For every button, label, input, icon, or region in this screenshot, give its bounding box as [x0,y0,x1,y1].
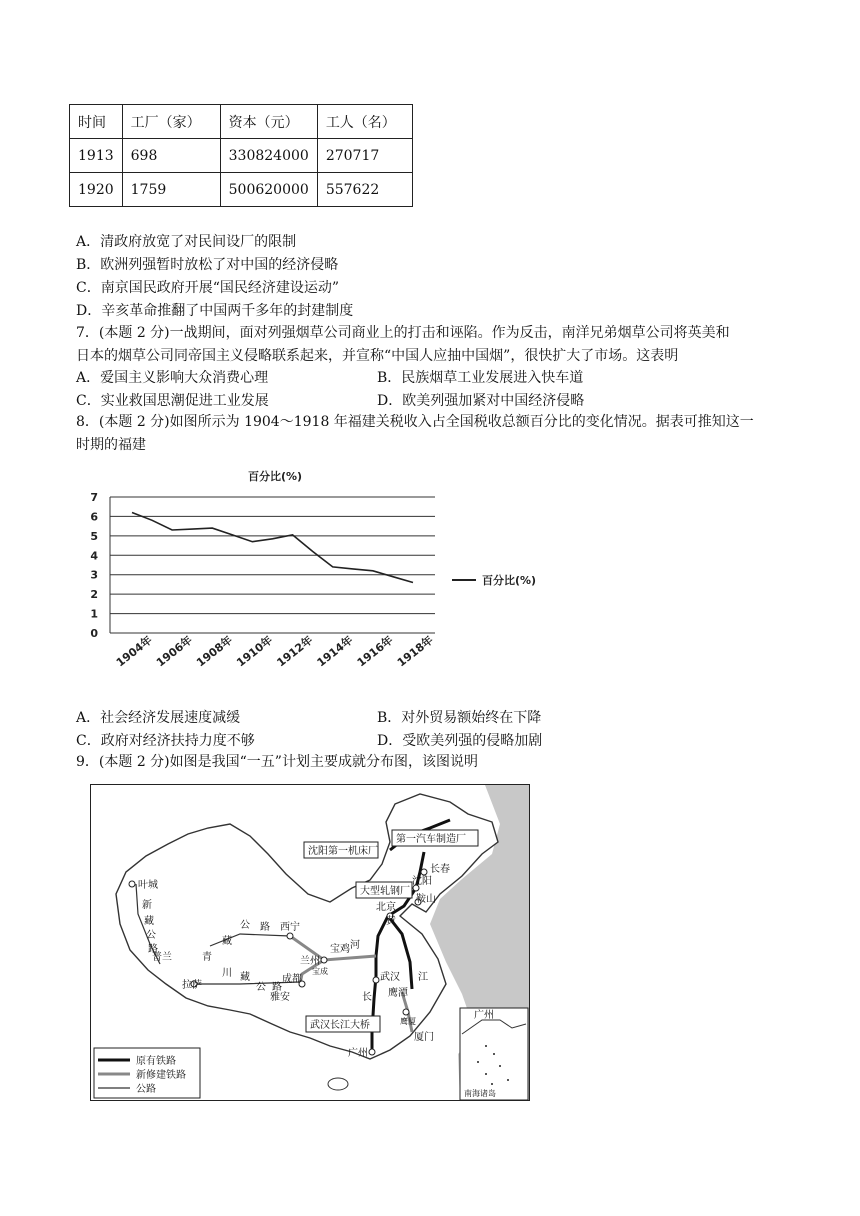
label-anshan: 鞍山 [416,894,436,905]
chart-x-tick-label: 1904年 [113,633,155,670]
road-label-xin: 新 [142,900,152,911]
q6-option-a: A．清政府放宽了对民间设厂的限制 [76,234,297,250]
label-yaan: 雅安 [270,992,290,1003]
table-header-cell: 工人（名） [317,105,412,139]
road-label-chuan: 川 [222,968,232,979]
table-row [70,139,413,173]
q6-option-d: D．辛亥革命推翻了中国两千多年的封建制度 [76,303,354,319]
map-legend [94,1048,200,1098]
road-label-baocheng: 宝成 [312,967,328,976]
chart-title: 百分比(%) [247,470,303,483]
label-he: 河 [350,940,360,951]
q7-option-b: B．民族烟草工业发展进入快车道 [377,370,584,386]
road-label-gong3: 公 [256,982,266,993]
table-row [70,173,413,207]
five-year-plan-map [90,784,530,1101]
q7-option-c: C．实业救国思潮促进工业发展 [76,393,269,409]
chart-x-tick-label: 1906年 [153,633,195,670]
road-label-gong2: 公 [240,920,250,931]
fujian-tariff-line-chart [80,462,600,692]
road-label-zang: 藏 [144,916,154,927]
label-chengdu: 成都 [282,974,302,985]
table-header-cell: 资本（元） [220,105,317,139]
chart-y-tick-label: 3 [90,568,98,582]
label-lanzhou: 兰州 [300,956,320,967]
label-shenyang-machine-tool: 沈阳第一机床厂 [308,846,378,857]
label-wuhan-bridge: 武汉长江大桥 [310,1020,370,1031]
q8-option-a: A．社会经济发展速度减缓 [76,710,241,726]
chart-y-tick-label: 1 [90,607,98,621]
road-label-lu3: 路 [272,982,282,993]
chart-x-tick-label: 1914年 [314,633,356,670]
chart-x-tick-label: 1908年 [194,633,235,670]
industry-table [69,104,413,207]
label-changchun: 长春 [430,864,450,875]
label-jiang: 江 [418,972,428,983]
label-lhasa: 拉萨 [182,980,202,991]
label-chang: 长 [362,992,372,1003]
road-label-qing: 青 [202,952,212,963]
road-label-lu: 路 [148,944,158,955]
chart-y-tick-label: 5 [90,529,98,543]
hainan-island [328,1078,348,1090]
q9-stem: 9．(本题 2 分)如图是我国“一五”计划主要成就分布图，该图说明 [76,754,478,770]
label-yingtan: 鹰潭 [388,988,408,999]
q7-stem-line1: 7．(本题 2 分)一战期间，面对列强烟草公司商业上的打击和诬陷。作为反击，南洋兄弟烟草公司将英美和 [76,325,730,341]
q7-stem-line2: 日本的烟草公司同帝国主义侵略联系起来，并宣称“中国人应抽中国烟”，很快扩大了市场。这表明 [76,348,679,364]
label-xiamen: 厦门 [414,1032,434,1043]
table-cell: 500620000 [220,173,317,207]
table-cell: 1913 [70,139,123,173]
road-label-gong: 公 [146,930,156,941]
q8-stem-line1: 8．(本题 2 分)如图所示为 1904～1918 年福建关税收入占全国税收总额百分比的变化情况。据表可推知这一 [76,414,754,430]
legend-existing-railway: 原有铁路 [136,1056,176,1067]
label-beijing: 北京 [376,902,396,913]
q6-option-c: C．南京国民政府开展“国民经济建设运动” [76,280,340,296]
q7-option-a: A．爱国主义影响大众消费心理 [76,370,269,386]
chart-series-line [132,513,413,583]
chart-y-tick-label: 0 [90,627,98,640]
table-cell: 1759 [122,173,220,207]
inset-label-guangzhou: 广州 [474,1010,494,1021]
road-label-yingxia: 鹰厦 [400,1017,416,1026]
chart-x-tick-label: 1912年 [274,633,316,670]
label-yecheng: 叶城 [138,880,158,891]
label-wuhan: 武汉 [380,972,400,983]
chart-y-tick-label: 6 [90,510,98,524]
q8-option-d: D．受欧美列强的侵略加剧 [377,733,543,749]
table-cell: 1920 [70,173,123,207]
label-huang: 黄 [386,916,396,927]
chart-x-tick-label: 1910年 [234,633,276,670]
chart-y-ticks [90,491,98,640]
inset-label-south-china-sea: 南海诸岛 [464,1089,496,1098]
table-cell: 330824000 [220,139,317,173]
table-header-cell: 时间 [70,105,123,139]
table-cell: 557622 [317,173,412,207]
chart-y-tick-label: 7 [90,491,98,504]
chart-x-ticks [113,633,435,670]
road-label-lu2: 路 [260,922,270,933]
road-label-zang2: 藏 [222,936,232,947]
label-first-auto-works: 第一汽车制造厂 [396,834,466,845]
road-label-zang3: 藏 [240,972,250,983]
table-cell: 270717 [317,139,412,173]
label-steel-mill: 大型轧钢厂 [360,886,410,897]
chart-x-tick-label: 1916年 [354,633,396,670]
label-guangzhou: 广州 [348,1048,368,1059]
legend-new-railway: 新修建铁路 [136,1070,186,1081]
q8-option-b: B．对外贸易额始终在下降 [377,710,542,726]
q8-stem-line2: 时期的福建 [76,437,146,453]
q7-option-d: D．欧美列强加紧对中国经济侵略 [377,393,585,409]
label-xining: 西宁 [280,922,300,933]
chart-legend-label: 百分比(%) [482,574,537,587]
legend-road: 公路 [136,1084,156,1095]
chart-y-tick-label: 4 [90,549,98,563]
chart-y-tick-label: 2 [90,588,98,602]
chart-grid [110,497,435,633]
q8-option-c: C．政府对经济扶持力度不够 [76,733,255,749]
table-header-row [70,105,413,139]
label-baoji: 宝鸡 [330,944,350,955]
table-cell: 698 [122,139,220,173]
q6-option-b: B．欧洲列强暂时放松了对中国的经济侵略 [76,257,339,273]
table-header-cell: 工厂（家） [122,105,220,139]
road-label-pulan: 普兰 [152,952,172,963]
chart-x-tick-label: 1918年 [394,633,436,670]
label-shenyang: 沈阳 [412,876,432,887]
